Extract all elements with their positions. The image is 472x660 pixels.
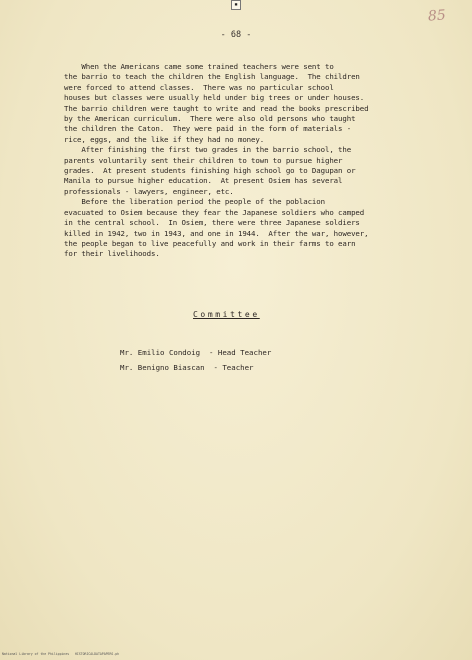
body-line: in the central school. In Osiem, there were three Japanese soldiers [64,218,360,228]
body-line: the people began to live peacefully and work in their farms to earn [64,238,356,248]
body-line: professionals - lawyers, engineer, etc. [64,186,234,196]
member-role: - Head Teacher [209,348,272,357]
body-line: Manila to pursue higher education. At present Osiem has several [64,176,343,186]
committee-member [120,348,271,357]
body-line: the children the Caton. They were paid in the form of materials - [64,124,352,134]
member-name: Mr. Emilio Condoig [120,348,201,357]
body-line: for their livelihoods. [64,249,160,259]
body-line: The barrio children were taught to write and read the books prescribed [64,103,369,113]
body-line: Before the liberation period the people of the poblacion [64,197,325,207]
member-role: - Teacher [213,363,254,372]
body-line: were forced to attend classes. There was no particular school [64,82,334,92]
body-line: the barrio to teach the children the English language. The children [64,72,360,82]
body-line: houses but classes were usually held under big trees or under houses. [64,93,365,103]
committee-heading: Committee [193,310,260,319]
scan-footer: National Library of the Philippines HISTORICALDATAPAPERS.ph [2,652,120,656]
handwritten-page-number: 85 [427,7,447,25]
body-line: When the Americans came some trained teachers were sent to [64,62,334,71]
body-text [64,62,444,260]
page-marker: ▪ [231,0,241,10]
committee-member [120,363,254,372]
body-line: by the American curriculum. There were also old persons who taught [64,114,356,124]
body-line: evacuated to Osiem because they fear the Japanese soldiers who camped [64,207,365,217]
body-line: killed in 1942, two in 1943, and one in 1944. After the war, however, [64,228,369,238]
body-line: rice, eggs, and the like if they had no money. [64,134,265,144]
body-line: After finishing the first two grades in the barrio school, the [64,145,352,155]
body-line: grades. At present students finishing high school go to Dagupan or [64,166,356,176]
page-number: - 68 - [220,30,252,40]
body-line: parents voluntarily sent their children to town to pursue higher [64,155,343,165]
member-name: Mr. Benigno Biascan [120,363,205,372]
